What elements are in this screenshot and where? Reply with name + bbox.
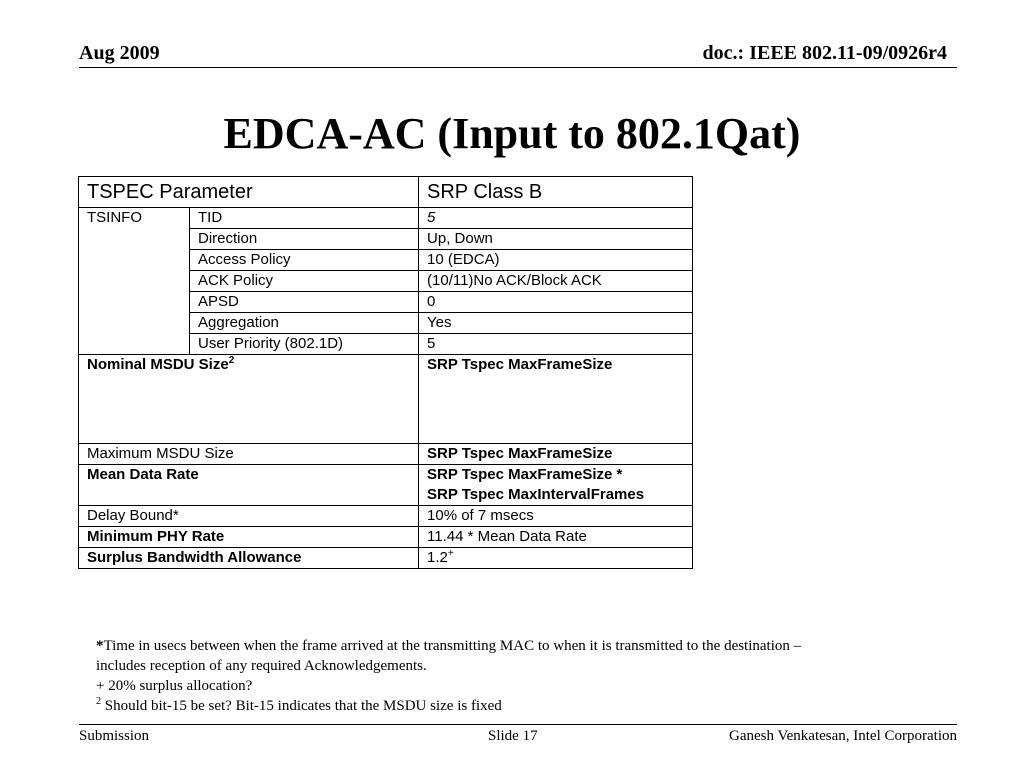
table-row-mean-rate <box>79 465 693 506</box>
footer-author: Ganesh Venkatesan, Intel Corporation <box>729 728 957 744</box>
min-phy-label: Minimum PHY Rate <box>79 527 419 548</box>
param-cell: Direction <box>190 229 419 250</box>
footer-divider <box>79 724 957 725</box>
table-row-delay-bound <box>79 506 693 527</box>
footnote-text-4: Should bit-15 be set? Bit-15 indicates that the MSDU size is fixed <box>101 698 502 714</box>
param-cell: TID <box>190 208 419 229</box>
surplus-value-cell <box>419 548 693 569</box>
value-cell: Up, Down <box>419 229 693 250</box>
mean-rate-value-cell <box>419 465 693 506</box>
min-phy-value: 11.44 * Mean Data Rate <box>419 527 693 548</box>
value-cell: 0 <box>419 292 693 313</box>
param-cell: APSD <box>190 292 419 313</box>
footnotes <box>96 636 956 716</box>
surplus-value: 1.2 <box>427 549 448 566</box>
delay-bound-value: 10% of 7 msecs <box>419 506 693 527</box>
table-row-nominal-msdu <box>79 355 693 444</box>
value-cell: Yes <box>419 313 693 334</box>
nominal-msdu-value: SRP Tspec MaxFrameSize <box>419 355 693 444</box>
header-date: Aug 2009 <box>79 42 160 64</box>
nominal-msdu-label: Nominal MSDU Size <box>87 356 229 373</box>
surplus-footnote-mark: + <box>447 548 454 559</box>
col-header-tspec-parameter: TSPEC Parameter <box>79 177 419 208</box>
footnote-mark-2: 2 <box>96 696 101 707</box>
table-header-row <box>79 177 693 208</box>
table-row <box>79 208 693 229</box>
value-cell: 10 (EDCA) <box>419 250 693 271</box>
max-msdu-label: Maximum MSDU Size <box>79 444 419 465</box>
footnote-line-2: includes reception of any required Acknowledgements. <box>96 658 427 674</box>
nominal-msdu-footnote-mark: 2 <box>228 355 235 366</box>
tsinfo-label: TSINFO <box>79 208 190 355</box>
value-cell: 5 <box>419 208 693 229</box>
surplus-label: Surplus Bandwidth Allowance <box>79 548 419 569</box>
tspec-table <box>78 176 693 569</box>
mean-rate-value-line2: SRP Tspec MaxIntervalFrames <box>427 486 645 503</box>
footnote-asterisk: * <box>96 638 104 654</box>
table-row-min-phy <box>79 527 693 548</box>
param-cell: ACK Policy <box>190 271 419 292</box>
footer-submission: Submission <box>79 728 150 744</box>
header-doc-id: doc.: IEEE 802.11-09/0926r4 <box>702 42 947 64</box>
nominal-msdu-label-cell <box>79 355 419 444</box>
table-row-max-msdu <box>79 444 693 465</box>
value-cell: (10/11)No ACK/Block ACK <box>419 271 693 292</box>
footer-slide-number: Slide 17 <box>488 728 538 744</box>
footnote-line-3: + 20% surplus allocation? <box>96 678 253 694</box>
footnote-line-1 <box>96 636 956 656</box>
value-cell: 5 <box>419 334 693 355</box>
param-cell: Access Policy <box>190 250 419 271</box>
slide-title: EDCA-AC (Input to 802.1Qat) <box>223 109 801 158</box>
footnote-line-4 <box>96 696 956 716</box>
param-cell: Aggregation <box>190 313 419 334</box>
table-row-surplus <box>79 548 693 569</box>
mean-rate-label: Mean Data Rate <box>79 465 419 506</box>
delay-bound-label: Delay Bound* <box>79 506 419 527</box>
param-cell: User Priority (802.1D) <box>190 334 419 355</box>
max-msdu-value: SRP Tspec MaxFrameSize <box>419 444 693 465</box>
col-header-srp-class-b: SRP Class B <box>419 177 693 208</box>
footnote-text-1: Time in usecs between when the frame arrived at the transmitting MAC to when it is transmitted to the destination – <box>103 638 802 654</box>
header-divider <box>79 67 957 68</box>
mean-rate-value-line1: SRP Tspec MaxFrameSize * <box>427 466 623 483</box>
